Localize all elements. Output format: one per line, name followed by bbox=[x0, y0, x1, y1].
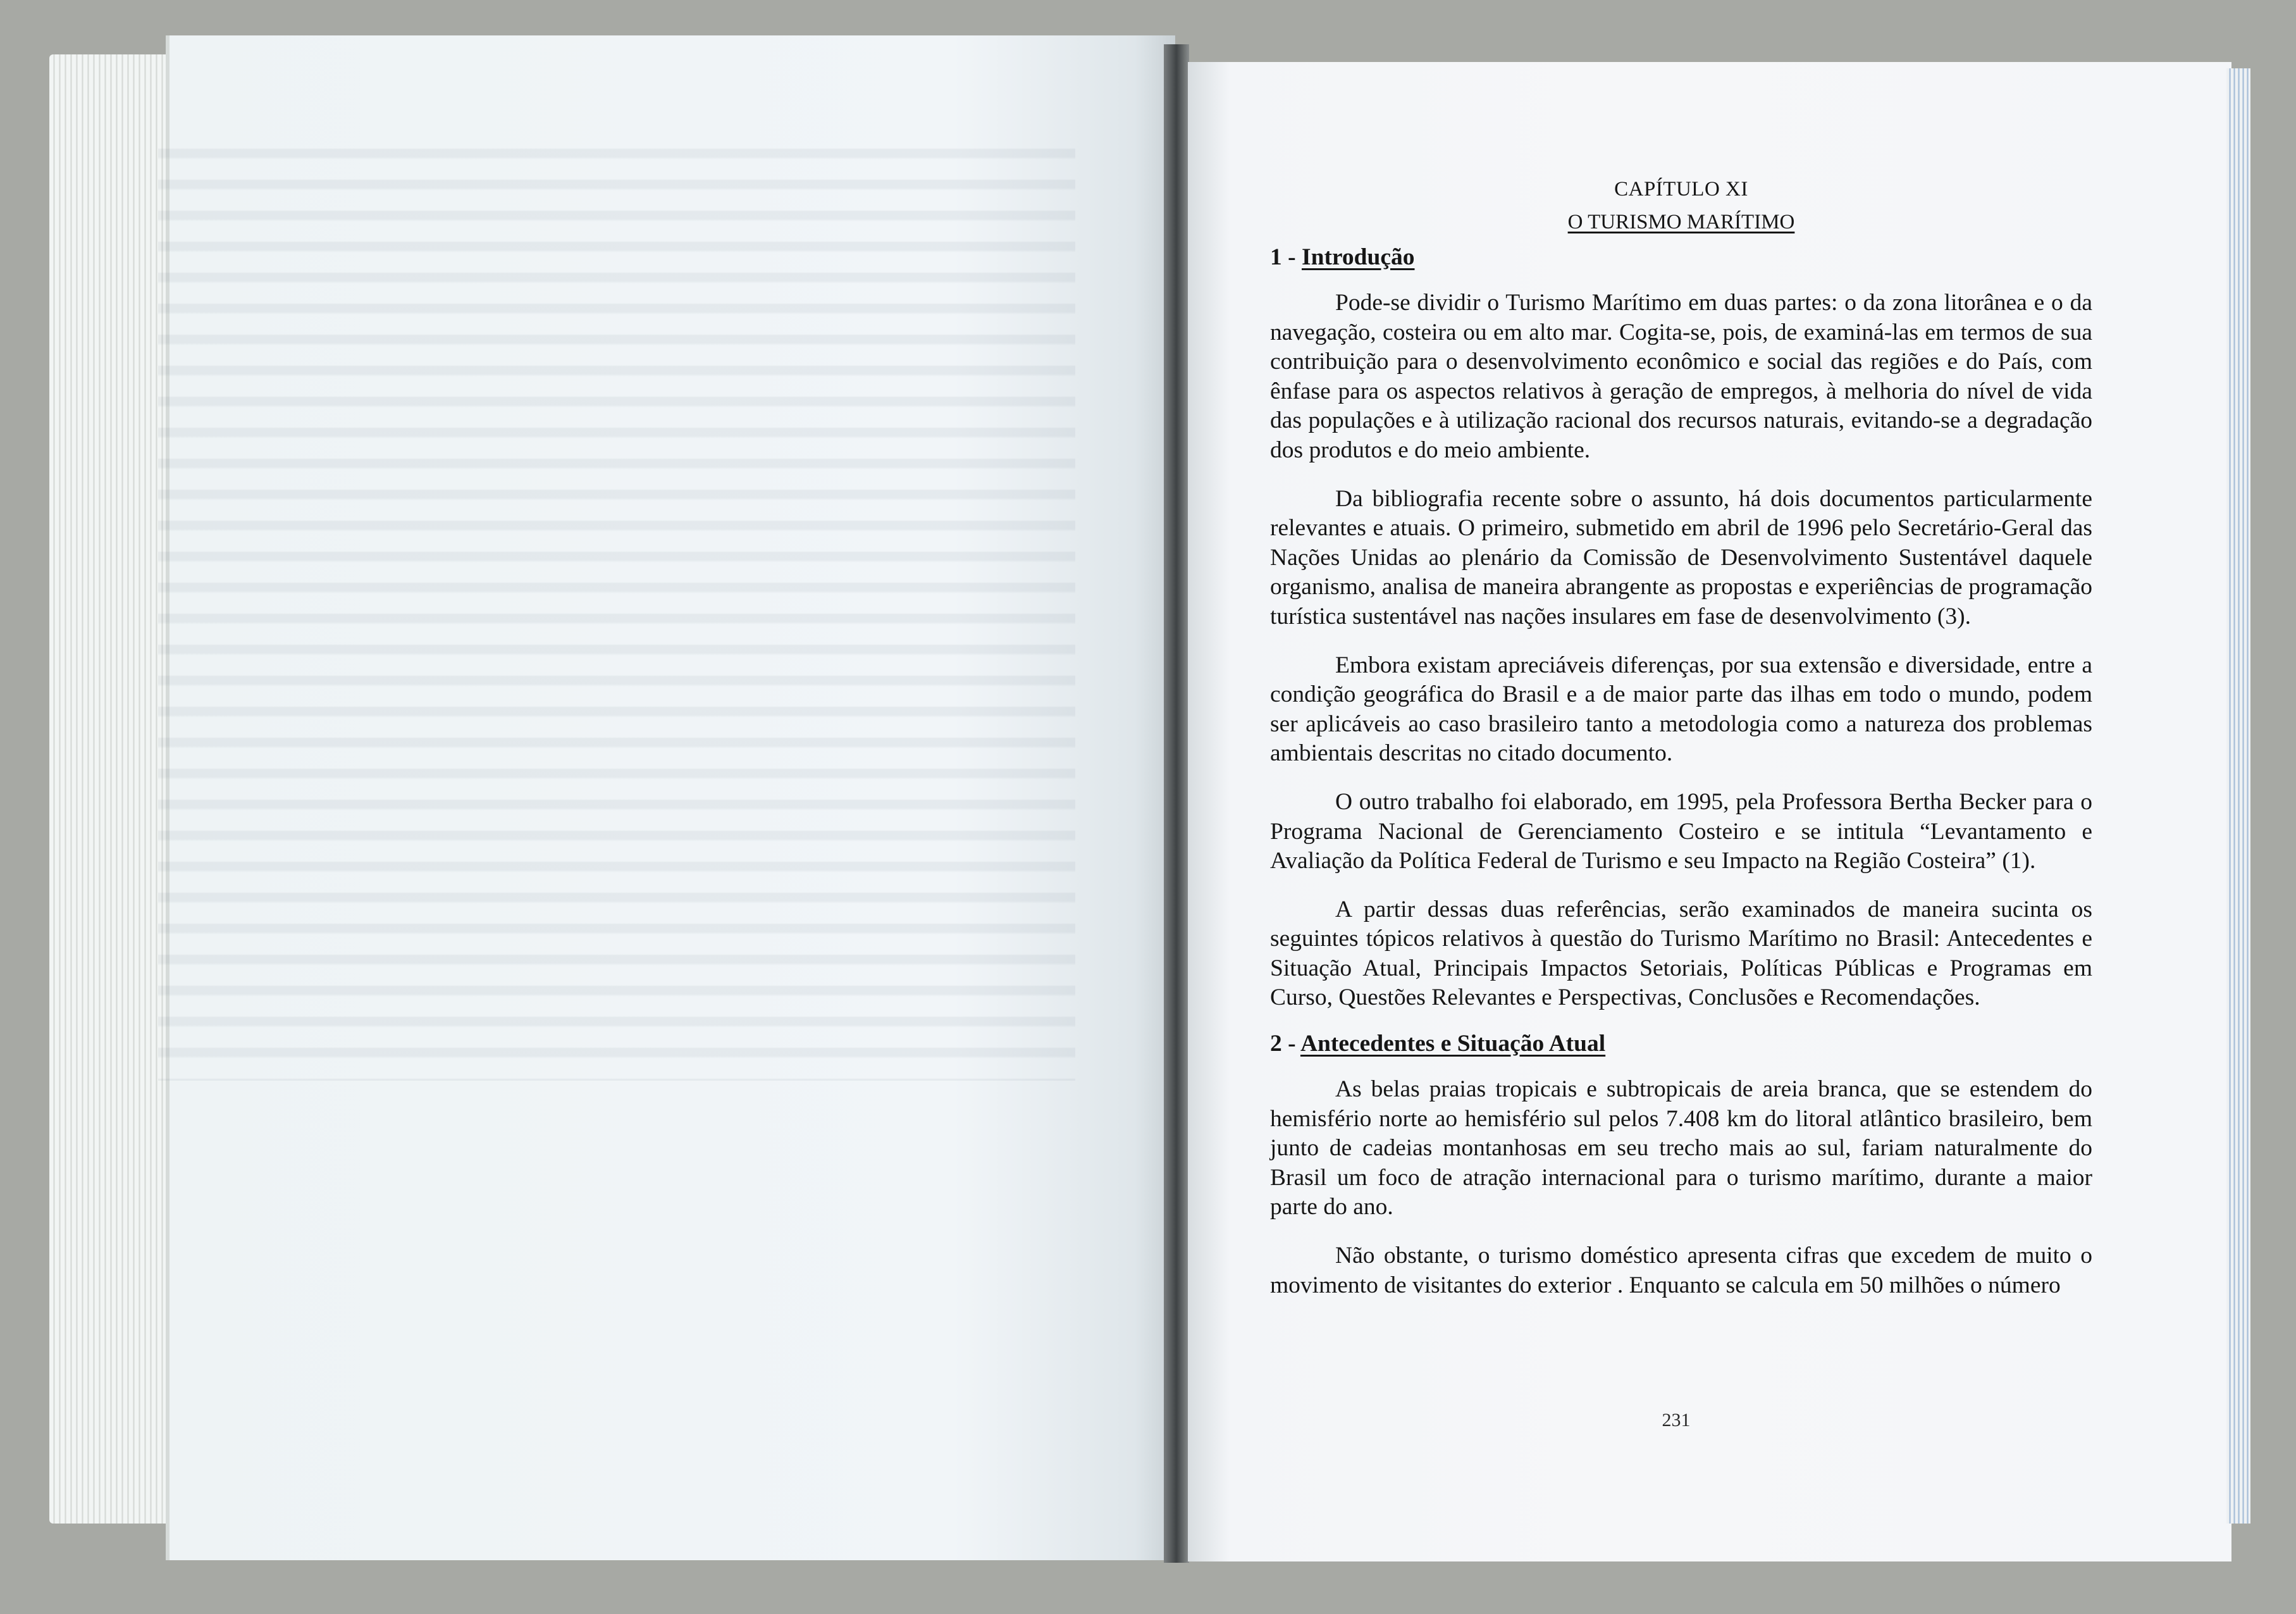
book-gutter bbox=[1164, 44, 1189, 1563]
paragraph: O outro trabalho foi elaborado, em 1995, pela Professora Bertha Becker para o Programa Nacional de Gerenciamento Costeiro e se intitula “Levantamento e Avaliação da Política Federal de Turismo e seu Impacto na Região Costeira” (1). bbox=[1270, 788, 2092, 874]
right-page-edges bbox=[2226, 68, 2250, 1524]
section-heading-antecedentes bbox=[1270, 1029, 2092, 1058]
paragraph: As belas praias tropicais e subtropicais de areia branca, que se estendem do hemisfério norte ao hemisfério sul pelos 7.408 km do litoral atlântico brasileiro, bem junto de cadeias montanhosas em seu trecho mais ao sul, fariam naturalmente do Brasil um foco de atração internacional para o turismo marítimo, durante a maior parte do ano. bbox=[1270, 1076, 2092, 1220]
section-heading-introducao bbox=[1270, 243, 2092, 272]
section-title: Introdução bbox=[1302, 244, 1415, 270]
page-number: 231 bbox=[1662, 1410, 1691, 1431]
paragraph: Embora existam apreciáveis diferenças, por sua extensão e diversidade, entre a condição geográfica do Brasil e a de maior parte das ilhas em todo o mundo, podem ser aplicáveis ao caso brasileiro tanto a metodologia como a natureza dos problemas ambientais descritas no citado documento. bbox=[1270, 652, 2092, 767]
paragraph: A partir dessas duas referências, serão examinados de maneira sucinta os seguintes tópicos relativos à questão do Turismo Marítimo no Brasil: Antecedentes e Situação Atual, Principais Impactos Setoriais, Políticas Públicas e Programas em Curso, Questões Relevantes e Perspectivas, Conclusões e Recomendações. bbox=[1270, 896, 2092, 1011]
section-number: 2 - bbox=[1270, 1031, 1296, 1057]
paragraph: Não obstante, o turismo doméstico apresenta cifras que excedem de muito o movimento de visitantes do exterior . Enquanto se calcula em 50 milhões o número bbox=[1270, 1243, 2092, 1298]
section-title: Antecedentes e Situação Atual bbox=[1300, 1031, 1606, 1057]
chapter-title: O TURISMO MARÍTIMO bbox=[1567, 211, 1795, 233]
paragraph: Da bibliografia recente sobre o assunto, há dois documentos particularmente relevantes e atuais. O primeiro, submetido em abril de 1996 pelo Secretário-Geral das Nações Unidas ao plenário da Comissão de Desenvolvimento Sustentável daquele organismo, analisa de maneira abrangente as propostas e experiências de programação turística sustentável nas nações insulares em fase de desenvolvimento (3). bbox=[1270, 485, 2092, 630]
page-text bbox=[1270, 175, 2092, 1300]
section-number: 1 - bbox=[1270, 244, 1296, 270]
paragraph: Pode-se dividir o Turismo Marítimo em duas partes: o da zona litorânea e o da navegação, costeira ou em alto mar. Cogita-se, pois, de examiná-las em termos de sua contribuição para o desenvolvimento econômico e social das regiões e do País, com ênfase para os aspectos relativos à geração de empregos, à melhoria do nível de vida das populações e à utilização racional dos recursos naturais, evitando-se a degradação dos produtos e do meio ambiente. bbox=[1270, 290, 2092, 463]
chapter-label: CAPÍTULO XI bbox=[1614, 178, 1748, 201]
left-page-bleed-through bbox=[158, 132, 1075, 1081]
